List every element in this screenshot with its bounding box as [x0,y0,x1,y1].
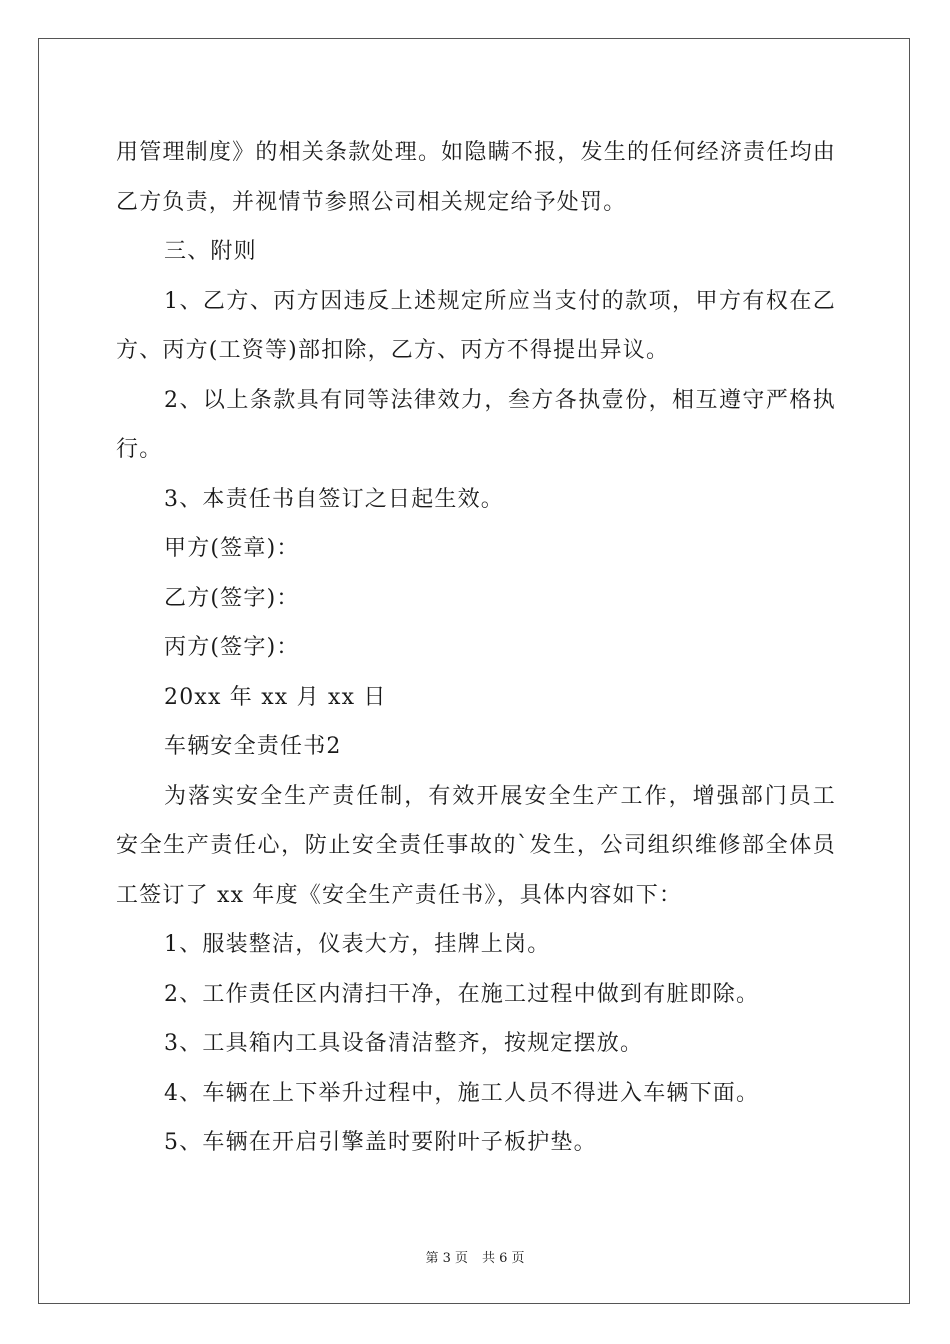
list-item: 3、工具箱内工具设备清洁整齐，按规定摆放。 [164,1031,644,1056]
page-footer [0,1247,950,1266]
page-total: 共 6 页 [482,1251,525,1266]
list-item: 1、服装整洁，仪表大方，挂牌上岗。 [164,932,551,957]
list-item: 2、工作责任区内清扫干净，在施工过程中做到有脏即除。 [164,981,760,1007]
paragraph: 2、以上条款具有同等法律效力，叁方各执壹份，相互遵守严格执行。 [116,387,836,462]
signature-line-party-a: 甲方(签章)： [164,536,300,561]
list-item: 4、车辆在上下举升过程中，施工人员不得进入车辆下面。 [164,1080,760,1106]
document-title: 车辆安全责任书2 [164,734,342,759]
section-heading: 三、附则 [164,239,257,264]
paragraph: 1、乙方、丙方因违反上述规定所应当支付的款项，甲方有权在乙方、丙方(工资等)部扣除，乙方、丙方不得提出异议。 [116,288,836,363]
paragraph: 用管理制度》的相关条款处理。如隐瞒不报，发生的任何经济责任均由乙方负责，并视情节参照公司相关规定给予处罚。 [116,140,836,215]
paragraph: 为落实安全生产责任制，有效开展安全生产工作，增强部门员工安全生产责任心，防止安全责任事故的`发生，公司组织维修部全体员工签订了 xx 年度《安全生产责任书》，具体内容如下： [116,783,836,908]
paragraph: 3、本责任书自签订之日起生效。 [164,486,504,512]
page-number: 第 3 页 [425,1251,468,1266]
date-line: 20xx 年 xx 月 xx 日 [164,684,387,710]
signature-line-party-b: 乙方(签字)： [164,585,300,611]
document-body [116,128,836,1168]
list-item: 5、车辆在开启引擎盖时要附叶子板护垫。 [164,1130,597,1155]
signature-line-party-c: 丙方(签字)： [164,635,300,660]
